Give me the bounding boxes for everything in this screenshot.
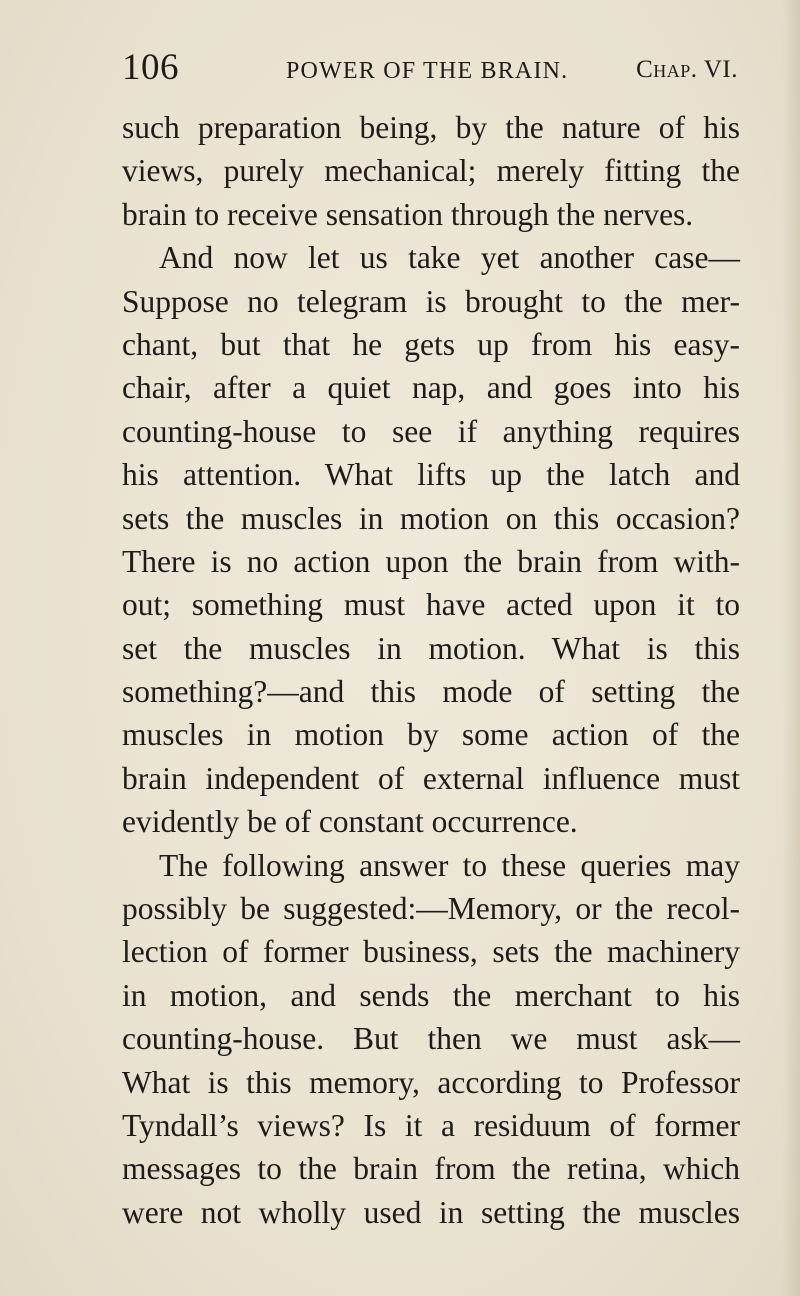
- page-number: 106: [122, 47, 179, 88]
- text-line: brain to receive sensation through the nerves.: [122, 196, 694, 232]
- text-line: counting-house. But then we must ask—: [122, 1021, 740, 1057]
- text-line: Tyndall’s views? Is it a residuum of former: [122, 1107, 740, 1143]
- text-line: were not wholly used in setting the muscles: [122, 1194, 740, 1230]
- text-line: something?—and this mode of setting the: [122, 674, 740, 710]
- text-line: brain independent of external influence must: [122, 760, 740, 796]
- chapter-label: Chap. VI.: [636, 56, 738, 83]
- text-line: set the muscles in motion. What is this: [122, 630, 740, 666]
- text-line: What is this memory, according to Professor: [122, 1064, 740, 1100]
- text-line: evidently be of constant occurrence.: [122, 804, 578, 840]
- text-line: chair, after a quiet nap, and goes into his: [122, 370, 740, 406]
- text-line: his attention. What lifts up the latch and: [122, 457, 740, 493]
- running-title: POWER OF THE BRAIN.: [286, 58, 569, 84]
- text-line: lection of former business, sets the machinery: [122, 934, 740, 970]
- text-line: There is no action upon the brain from with-: [122, 543, 740, 579]
- text-line: sets the muscles in motion on this occasion?: [122, 500, 740, 536]
- text-line: possibly be suggested:—Memory, or the recol-: [122, 891, 740, 927]
- text-line: in motion, and sends the merchant to his: [122, 977, 740, 1013]
- text-line: views, purely mechanical; merely fitting the: [122, 153, 740, 189]
- text-line: such preparation being, by the nature of his: [122, 110, 740, 145]
- page-edge-shadow: [782, 0, 800, 1296]
- text-line: The following answer to these queries may: [159, 847, 740, 883]
- text-line: And now let us take yet another case—: [159, 240, 740, 276]
- text-line: muscles in motion by some action of the: [122, 717, 740, 753]
- text-line: Suppose no telegram is brought to the mer-: [122, 283, 740, 319]
- text-line: chant, but that he gets up from his easy-: [122, 326, 740, 362]
- body-text: [122, 106, 740, 1234]
- running-head: [122, 46, 738, 90]
- text-line: messages to the brain from the retina, which: [122, 1151, 740, 1187]
- text-line: counting-house to see if anything requires: [122, 413, 740, 449]
- text-line: out; something must have acted upon it to: [122, 587, 740, 623]
